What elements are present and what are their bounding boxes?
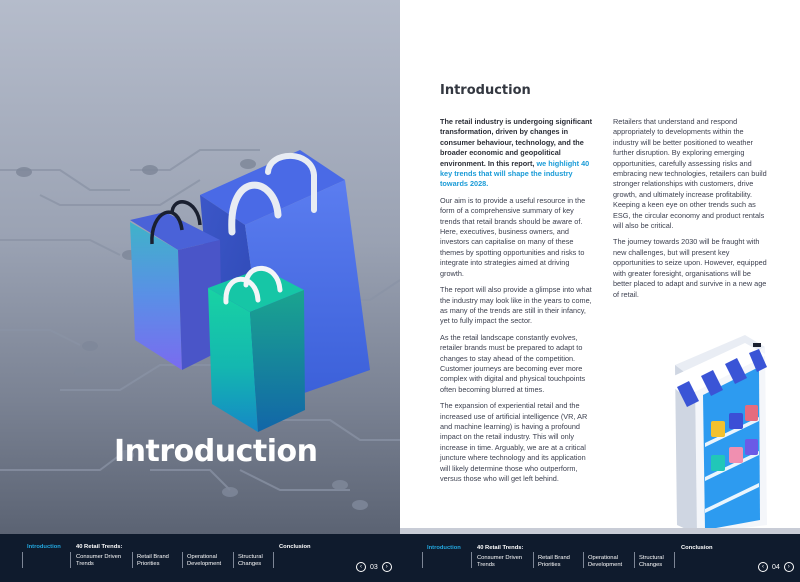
nav-conclusion[interactable]: Conclusion xyxy=(279,544,311,550)
nav-introduction[interactable]: Introduction xyxy=(427,545,461,551)
nav-retail-brand-priorities[interactable] xyxy=(137,554,169,568)
nav-label: Consumer Driven xyxy=(76,554,122,560)
footer-right xyxy=(400,534,800,582)
nav-divider xyxy=(634,552,635,568)
body-paragraph: Retailers that understand and respond appropriately to developments within the industry will be better positioned to weather further disruption. By exploring emerging opportunities, carefully assessing risks and embracing new technologies, retailers can build stronger relationships with customers, drive growth, and ultimately increase profitability. Keeping a keen eye on other trends such as ESG, the circular economy and product rentals will also be critical. xyxy=(613,117,767,231)
chevron-right-icon[interactable]: › xyxy=(382,562,392,572)
nav-operational-development[interactable] xyxy=(588,555,622,569)
nav-retail-brand-priorities[interactable] xyxy=(538,555,570,569)
nav-divider xyxy=(70,552,71,568)
nav-label: Trends xyxy=(76,561,94,567)
footer-navigation xyxy=(0,534,800,582)
nav-label: Retail Brand xyxy=(538,555,570,561)
body-paragraph: The journey towards 2030 will be fraught with new challenges, but will present key opportunities to seize upon. However, equipped with greater foresight, organisations will be better placed to adapt and survive in a new age of retail. xyxy=(613,237,767,299)
page-title: Introduction xyxy=(440,83,531,98)
body-paragraph: The report will also provide a glimpse into what the industry may look like in the years to come, as many of the trends are still in their infancy, yet to fully impact the sector. xyxy=(440,285,592,326)
text-column-1 xyxy=(440,117,595,490)
nav-label: Operational xyxy=(187,554,217,560)
nav-consumer-driven-trends[interactable] xyxy=(477,555,522,569)
nav-label: Changes xyxy=(639,562,663,568)
mobile-store-illustration xyxy=(655,325,800,534)
nav-divider xyxy=(583,552,584,568)
nav-divider xyxy=(132,552,133,568)
nav-label: Changes xyxy=(238,561,262,567)
page-controls xyxy=(758,562,794,572)
nav-introduction[interactable]: Introduction xyxy=(27,544,61,550)
page-controls xyxy=(356,562,392,572)
nav-label: Retail Brand xyxy=(137,554,169,560)
right-page xyxy=(400,0,800,534)
nav-label: Priorities xyxy=(538,562,561,568)
nav-label: Priorities xyxy=(137,561,160,567)
text-column-2 xyxy=(613,117,769,306)
nav-label: Trends xyxy=(477,562,495,568)
nav-divider xyxy=(233,552,234,568)
nav-label: Structural xyxy=(639,555,664,561)
lead-text: The retail industry is undergoing significant transformation, driven by changes in consumer behaviour, technology, and the broader economic and geopolitical environment. In this report, xyxy=(440,117,593,168)
page-number: 04 xyxy=(772,563,780,571)
body-paragraph: Our aim is to provide a useful resource in the form of a comprehensive summary of key trends that retail brands should be aware of. Here, executives, business owners, and investors can capitalise on many of these themes by spotting opportunities and risks to integrate into strategies aimed at driving growth. xyxy=(440,195,586,278)
left-page xyxy=(0,0,400,534)
body-paragraph: The expansion of experiential retail and the increased use of artificial intelligence (VR, AR and machine learning) is having a profound impact on the retail industry. This will only increase in time. Arguably, we are at a critical juncture where technology and its application will likely determine those who outperform, versus those who will get left behind. xyxy=(440,401,588,483)
nav-divider xyxy=(182,552,183,568)
nav-label: Consumer Driven xyxy=(477,555,523,561)
nav-operational-development[interactable] xyxy=(187,554,221,568)
nav-divider xyxy=(471,552,472,568)
nav-label: Development xyxy=(187,561,222,567)
nav-structural-changes[interactable] xyxy=(639,555,664,569)
nav-label: Development xyxy=(588,562,623,568)
nav-divider xyxy=(674,552,675,568)
nav-consumer-driven-trends[interactable] xyxy=(76,554,121,568)
chevron-left-icon[interactable]: ‹ xyxy=(356,562,366,572)
footer-left xyxy=(0,534,400,582)
nav-divider xyxy=(533,552,534,568)
nav-label: Structural xyxy=(238,554,263,560)
chevron-left-icon[interactable]: ‹ xyxy=(758,562,768,572)
nav-divider xyxy=(273,552,274,568)
chevron-right-icon[interactable]: › xyxy=(784,562,794,572)
body-paragraph: As the retail landscape constantly evolves, retailer brands must be prepared to adapt to changes to stay ahead of the competition. Customer journeys are becoming ever more complex with digital and physical touchpoints often becoming blurred at times. xyxy=(440,332,586,394)
nav-structural-changes[interactable] xyxy=(238,554,263,568)
nav-trends-heading: 40 Retail Trends: xyxy=(76,544,123,550)
nav-divider xyxy=(22,552,23,568)
nav-conclusion[interactable]: Conclusion xyxy=(681,545,713,551)
lead-highlight: we highlight 40 key trends that will shape the industry towards 2028. xyxy=(440,158,590,189)
nav-label: Operational xyxy=(588,555,618,561)
lead-paragraph xyxy=(440,117,595,190)
page-number: 03 xyxy=(370,563,378,571)
hero-title: Introduction xyxy=(114,434,318,469)
nav-divider xyxy=(422,552,423,568)
nav-trends-heading: 40 Retail Trends: xyxy=(477,545,524,551)
